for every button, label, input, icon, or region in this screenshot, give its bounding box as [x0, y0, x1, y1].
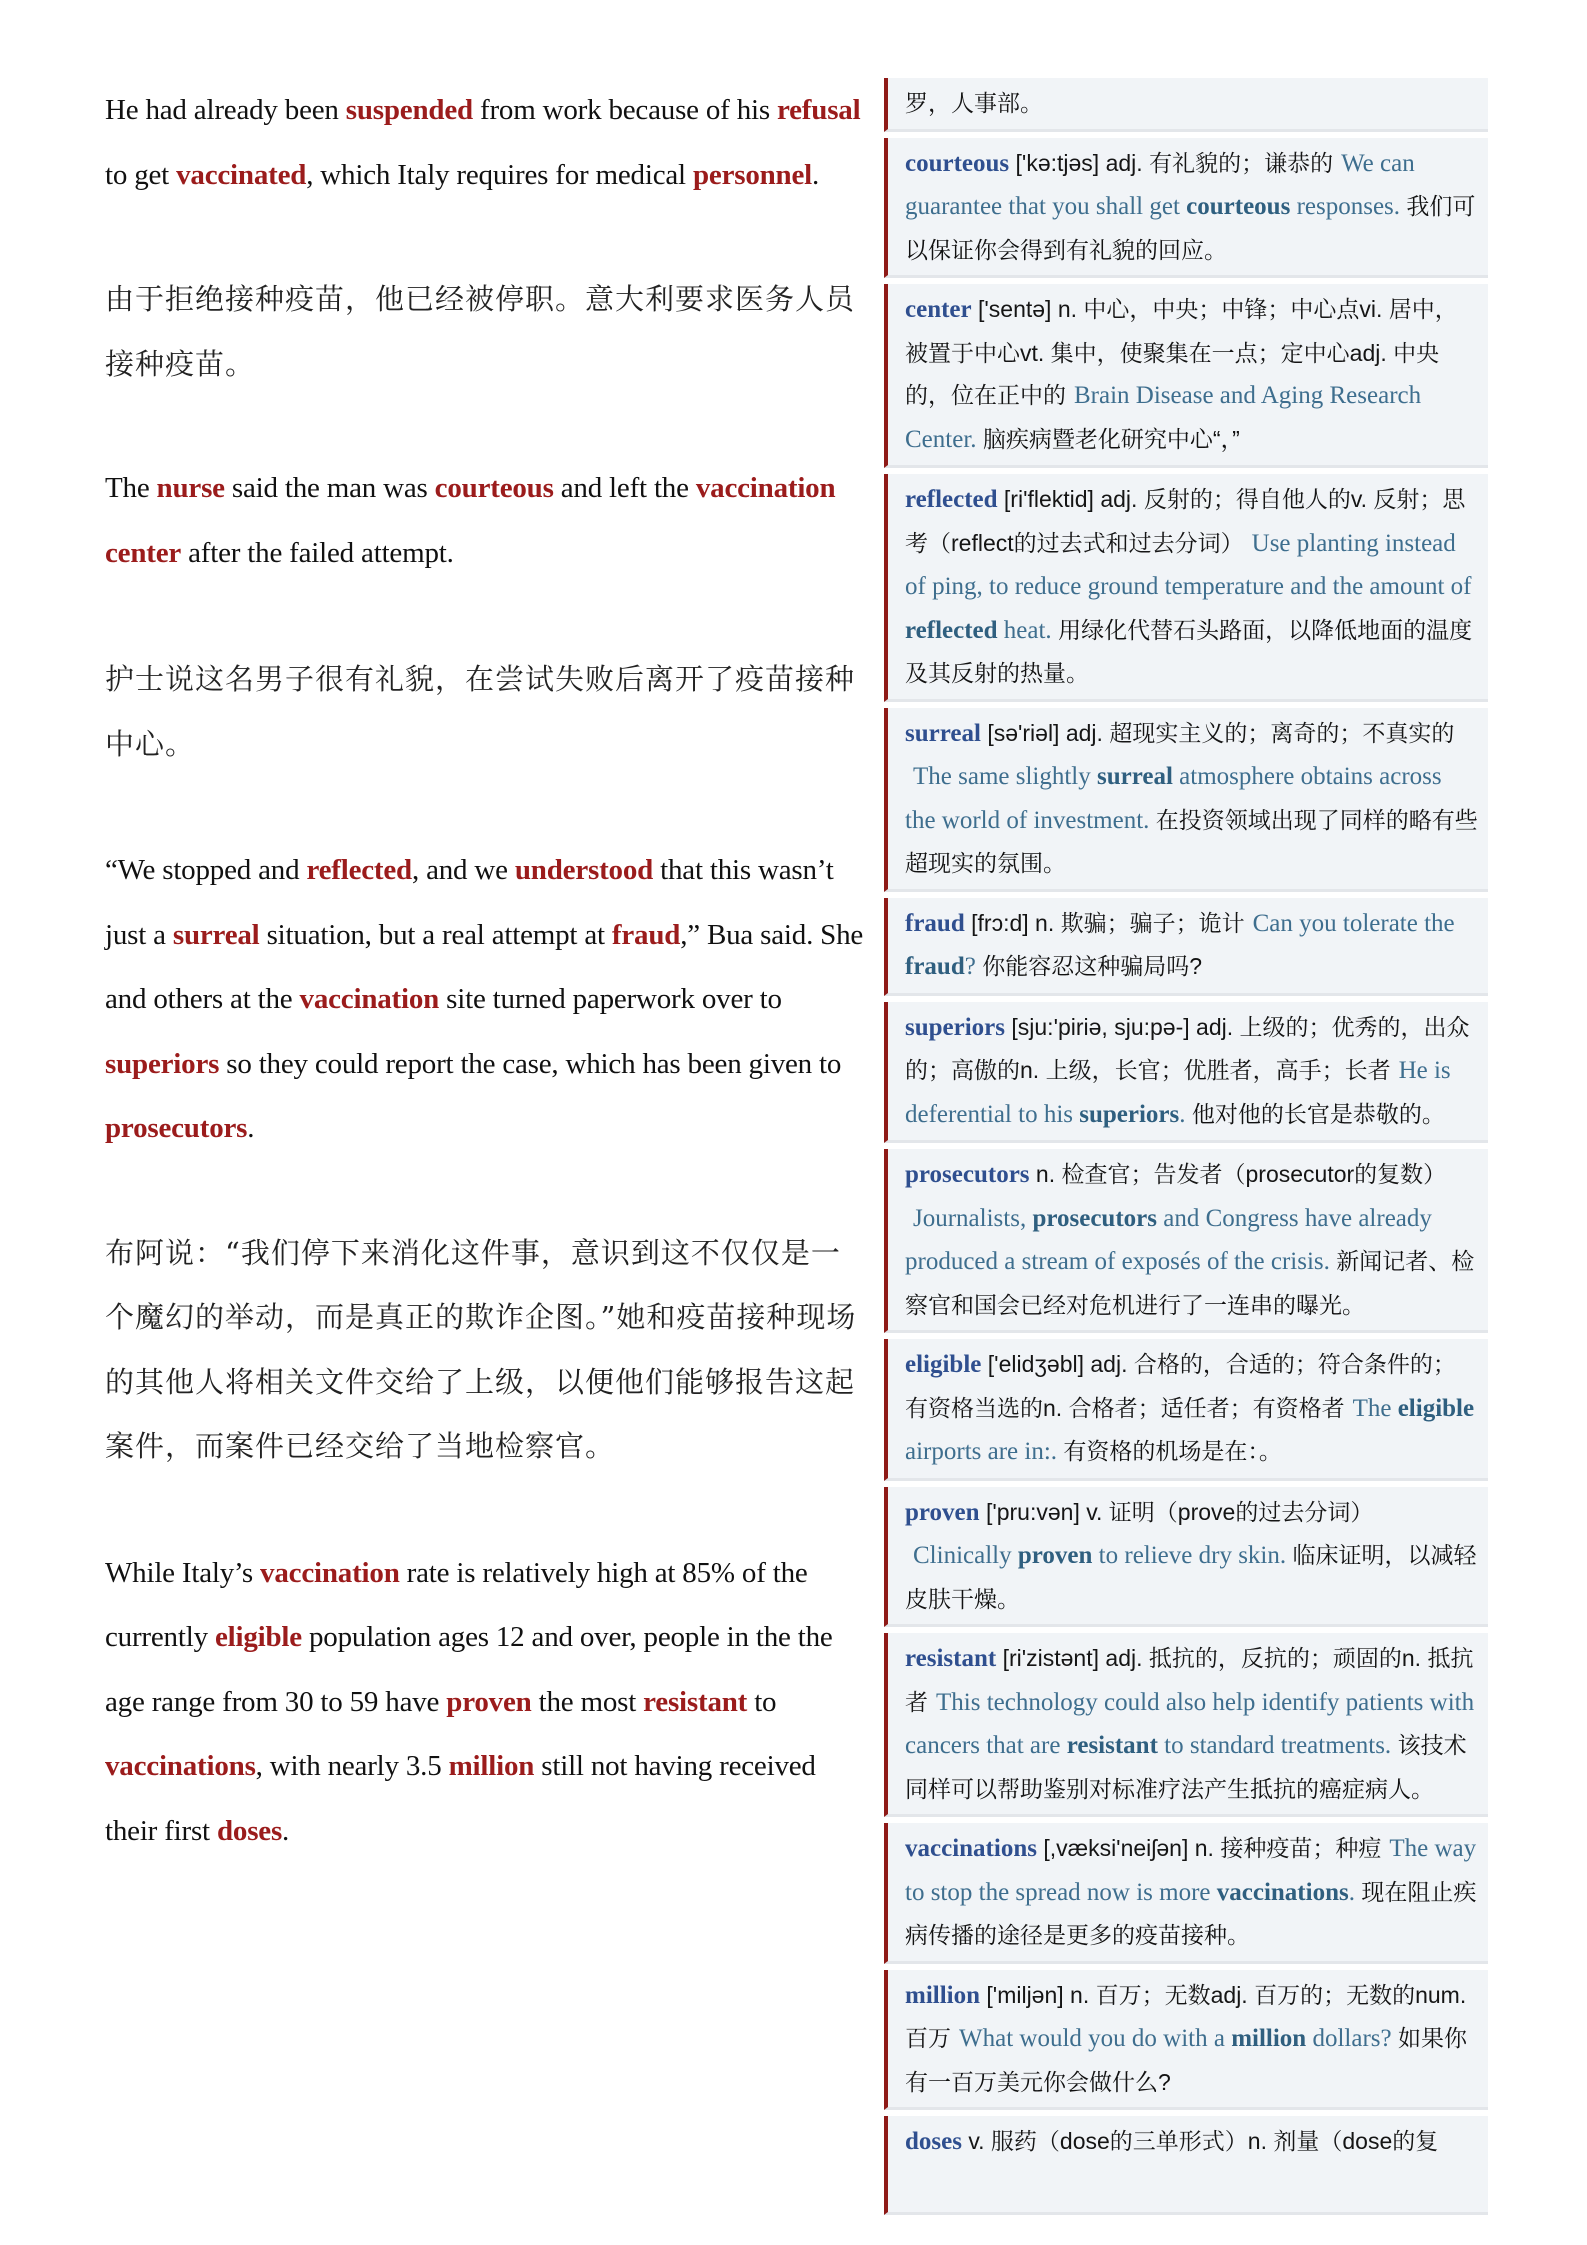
phonetic: ['kə:tjəs]: [1015, 149, 1100, 176]
text-segment: so they could report the case, which has been given to: [219, 1047, 842, 1080]
example-translation: 新闻记者、检察官和国会已经对危机进行了一连串的曝光。: [905, 1248, 1475, 1318]
headword: center: [905, 296, 972, 323]
definition: n. 中心，中央；中锋；中心点vi. 居中，被置于中心vt. 集中，使聚集在一点；定中心adj. 中央的，位在正中的: [905, 296, 1458, 408]
highlighted-vocab-word: surreal: [172, 918, 260, 951]
phonetic: ['sentə]: [978, 296, 1052, 322]
glossary-card-center: [884, 284, 1488, 468]
example-sentence: [959, 2025, 1392, 2052]
phonetic: ['pru:vən]: [985, 1498, 1080, 1525]
highlighted-vocab-word: suspended: [345, 94, 473, 126]
highlighted-vocab-word: understood: [514, 854, 654, 886]
definition: v. 服药（dose的三单形式）n. 剂量（dose的复: [968, 2128, 1439, 2154]
headword: proven: [905, 1498, 980, 1526]
headword: eligible: [905, 1351, 982, 1378]
example-text: He is deferential to his: [905, 1057, 1451, 1128]
text-segment: , with nearly 3.5: [255, 1750, 449, 1782]
article-column: [105, 78, 865, 1863]
highlighted-vocab-word: personnel: [692, 158, 813, 191]
definition: adj. 抵抗的，反抗的；顽固的n. 抵抗者: [905, 1645, 1474, 1715]
example-sentence: [905, 1689, 1474, 1760]
highlighted-vocab-word: courteous: [434, 472, 554, 504]
translation-paragraph: [105, 647, 865, 776]
example-text: .: [1348, 1878, 1355, 1906]
highlighted-vocab-word: vaccinated: [176, 158, 307, 191]
headword: superiors: [905, 1013, 1005, 1041]
example-text: This technology could also help identify patients with cancers that are: [905, 1688, 1475, 1759]
example-keyword: million: [1231, 2025, 1307, 2052]
example-text: The way to stop the spread now is more: [905, 1835, 1477, 1906]
example-keyword: prosecutors: [1032, 1204, 1157, 1232]
example-text: to standard treatments.: [1157, 1732, 1392, 1759]
text-segment: .: [812, 158, 820, 191]
headword: prosecutors: [905, 1161, 1030, 1188]
glossary-card-resistant: [884, 1633, 1488, 1817]
glossary-card-eligible: [884, 1339, 1488, 1481]
article-paragraph: [105, 456, 865, 585]
example-text: airports are in:.: [905, 1438, 1058, 1465]
highlighted-vocab-word: nurse: [156, 472, 225, 504]
article-paragraph: [105, 838, 865, 1161]
example-keyword: resistant: [1066, 1732, 1158, 1759]
example-text: to relieve dry skin.: [1092, 1542, 1287, 1569]
glossary-card-prosecutors: [884, 1149, 1488, 1333]
text-segment: The: [105, 472, 157, 504]
highlighted-vocab-word: eligible: [214, 1621, 302, 1653]
headword: reflected: [905, 486, 998, 513]
glossary-card-courteous: [884, 138, 1488, 279]
phonetic: [ri'flektid]: [1003, 486, 1094, 512]
example-translation: 你能容忍这种骗局吗?: [982, 953, 1203, 979]
phonetic: [frɔ:d]: [971, 909, 1029, 936]
example-text: Brain Disease and Aging Research Center.: [905, 382, 1422, 453]
text-segment: after the failed attempt.: [181, 536, 454, 569]
example-text: atmosphere obtains across the world of investment.: [905, 763, 1442, 834]
example-translation: 用绿化代替石头路面，以降低地面的温度及其反射的热量。: [905, 616, 1473, 686]
text-segment: “We stopped and: [105, 854, 307, 886]
definition: n. 接种疫苗；种痘: [1194, 1835, 1382, 1861]
glossary-card-vaccinations: [884, 1823, 1488, 1964]
example-text: and Congress have already produced a stream of exposés of the crisis.: [905, 1204, 1432, 1275]
text-segment: 由于拒绝接种疫苗，他已经被停职。意大利要求医务人员接种疫苗。: [105, 282, 856, 381]
example-translation: 有资格的机场是在：。: [1063, 1438, 1282, 1464]
example-translation: 现在阻止疾病传播的途径是更多的疫苗接种。: [905, 1878, 1477, 1948]
glossary-card-superiors: [884, 1002, 1488, 1144]
example-keyword: vaccinations: [1216, 1878, 1349, 1906]
phonetic: ['miljən]: [986, 1981, 1064, 2008]
headword: surreal: [905, 719, 981, 747]
headword: courteous: [905, 149, 1010, 177]
text-segment: .: [247, 1112, 255, 1144]
definition: 罗，人事部。: [905, 90, 1043, 116]
headword: fraud: [905, 909, 965, 937]
example-text: Can you tolerate the: [1252, 909, 1455, 937]
example-text: heat.: [997, 616, 1052, 644]
example-text: responses.: [1290, 193, 1401, 220]
highlighted-vocab-word: refusal: [776, 94, 861, 126]
glossary-card-fraud: [884, 898, 1488, 996]
example-keyword: proven: [1017, 1542, 1093, 1569]
example-translation: 我们可以保证你会得到有礼貌的回应。: [905, 193, 1476, 263]
highlighted-vocab-word: reflected: [306, 854, 412, 886]
text-segment: and left the: [553, 472, 696, 504]
text-segment: the most: [531, 1685, 644, 1718]
phonetic: [sə'riəl]: [987, 719, 1060, 746]
highlighted-vocab-word: doses: [216, 1814, 283, 1847]
definition: n. 百万；无数adj. 百万的；无数的num. 百万: [905, 1981, 1467, 2051]
example-keyword: eligible: [1397, 1394, 1475, 1422]
example-text: Journalists,: [913, 1204, 1033, 1232]
highlighted-vocab-word: prosecutors: [105, 1112, 248, 1144]
example-text: ?: [964, 953, 976, 980]
phonetic: [,væksi'neiʃən]: [1043, 1835, 1189, 1861]
definition: adj. 反射的；得自他人的v. 反射；思考（reflect的过去式和过去分词）: [905, 486, 1466, 556]
example-keyword: superiors: [1079, 1100, 1180, 1128]
definition: adj. 超现实主义的；离奇的；不真实的: [1065, 719, 1455, 746]
definition: n. 检查官；告发者（prosecutor的复数）: [1035, 1161, 1447, 1187]
highlighted-vocab-word: vaccination: [299, 983, 440, 1015]
example-text: .: [1179, 1100, 1186, 1128]
text-segment: said the man was: [224, 472, 435, 504]
glossary-card-reflected: [884, 474, 1488, 702]
definition: n. 欺骗；骗子；诡计: [1035, 909, 1245, 936]
glossary-card-surreal: [884, 708, 1488, 892]
glossary-card-proven: [884, 1487, 1488, 1628]
text-segment: ,” Bua said. She and others at the: [105, 918, 864, 1015]
text-segment: 护士说这名男子很有礼貌，在尝试失败后离开了疫苗接种中心。: [105, 662, 856, 761]
highlighted-vocab-word: vaccination center: [105, 472, 836, 569]
example-translation: 如果你有一百万美元你会做什么?: [905, 2025, 1467, 2095]
example-keyword: reflected: [905, 616, 998, 644]
article-paragraph: [105, 78, 865, 207]
phonetic: ['elidʒəbl]: [987, 1351, 1084, 1377]
example-keyword: surreal: [1097, 763, 1173, 790]
example-translation: 临床证明，以减轻皮肤干燥。: [905, 1542, 1477, 1612]
example-text: The same slightly: [913, 763, 1097, 790]
phonetic: [sju:'piriə, sju:pə-]: [1011, 1013, 1190, 1040]
text-segment: population ages 12 and over, people in the the age range from 30 to 59 have: [105, 1621, 833, 1718]
headword: resistant: [905, 1645, 997, 1672]
example-sentence: [913, 1542, 1286, 1569]
highlighted-vocab-word: resistant: [643, 1685, 748, 1718]
text-segment: He had already been: [105, 94, 346, 126]
definition: v. 证明（prove的过去分词）: [1086, 1498, 1374, 1525]
highlighted-vocab-word: vaccination: [260, 1556, 400, 1589]
article-paragraph: [105, 1541, 865, 1864]
text-segment: to get: [105, 158, 177, 191]
example-text: dollars?: [1306, 2025, 1392, 2052]
highlighted-vocab-word: superiors: [105, 1047, 220, 1080]
example-translation: 他对他的长官是恭敬的。: [1191, 1100, 1445, 1127]
text-segment: site turned paperwork over to: [439, 983, 782, 1015]
glossary-card-continued: [884, 78, 1488, 132]
headword: doses: [905, 2128, 962, 2155]
text-segment: , and we: [411, 854, 515, 886]
example-text: The: [1352, 1394, 1398, 1422]
text-segment: from work because of his: [472, 94, 777, 126]
example-keyword: courteous: [1186, 193, 1291, 220]
text-segment: to: [747, 1685, 777, 1718]
text-segment: , which Italy requires for medical: [306, 158, 693, 191]
text-segment: rate is relatively high at 85% of the currently: [105, 1556, 808, 1653]
highlighted-vocab-word: vaccinations: [105, 1750, 256, 1782]
text-segment: .: [282, 1814, 290, 1847]
glossary-column: [884, 78, 1488, 2221]
glossary-card-million: [884, 1970, 1488, 2111]
highlighted-vocab-word: million: [448, 1750, 535, 1782]
highlighted-vocab-word: proven: [446, 1685, 532, 1718]
definition: adj. 上级的；优秀的，出众的；高傲的n. 上级，长官；优胜者，高手；长者: [905, 1013, 1470, 1083]
example-text: Use planting instead of ping, to reduce ground temperature and the amount of: [905, 529, 1472, 600]
text-segment: 布阿说：“我们停下来消化这件事，意识到这不仅仅是一个魔幻的举动，而是真正的欺诈企图。”她和疫苗接种现场的其他人将相关文件交给了上级，以便他们能够报告这起案件，而案件已经交给了当地检察官。: [105, 1235, 857, 1463]
example-translation: 在投资领域出现了同样的略有些超现实的氛围。: [905, 806, 1478, 876]
definition: adj. 合格的，合适的；符合条件的；有资格当选的n. 合格者；适任者；有资格者: [905, 1351, 1456, 1421]
example-translation: 该技术同样可以帮助鉴别对标准疗法产生抵抗的癌症病人。: [905, 1732, 1467, 1802]
example-text: We can guarantee that you shall get: [905, 149, 1415, 220]
definition: adj. 有礼貌的；谦恭的: [1105, 149, 1334, 176]
phonetic: [ri'zistənt]: [1002, 1645, 1100, 1671]
highlighted-vocab-word: fraud: [611, 918, 681, 951]
headword: vaccinations: [905, 1835, 1037, 1862]
translation-paragraph: [105, 267, 865, 396]
text-segment: still not having received their first: [105, 1750, 816, 1847]
example-translation: 脑疾病暨老化研究中心“，”: [982, 425, 1240, 452]
text-segment: While Italy’s: [105, 1556, 261, 1589]
example-text: Clinically: [913, 1542, 1018, 1569]
example-text: What would you do with a: [959, 2025, 1232, 2052]
text-segment: situation, but a real attempt at: [259, 918, 612, 951]
translation-paragraph: [105, 1221, 865, 1479]
text-segment: that this wasn’t just a: [105, 854, 834, 951]
glossary-card-doses: [884, 2116, 1488, 2215]
example-keyword: fraud: [905, 953, 965, 980]
headword: million: [905, 1981, 981, 2009]
